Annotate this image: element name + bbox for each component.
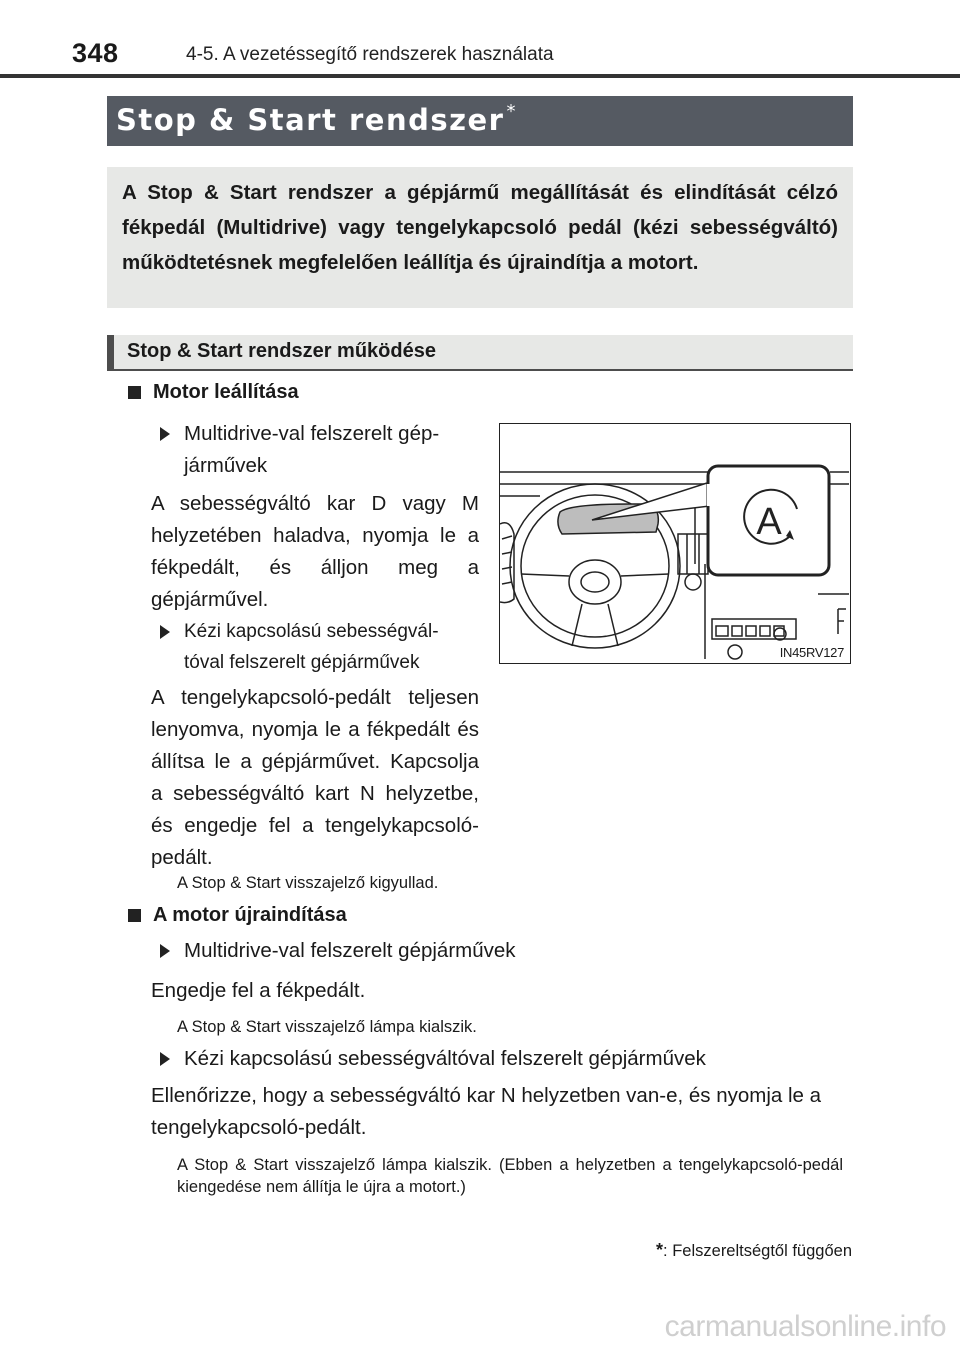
stop-md-label-line1: Multidrive-val felszerelt gép- [184,422,440,445]
stop-multidrive-text: A sebességváltó kar D vagy M helyzetében haladva, nyomja le a fékpedált, és álljon meg a gépjárművel. [151,492,479,611]
triangle-bullet-icon [160,427,170,441]
stop-man-label-line2: tóval felszerelt gépjárművek [184,652,420,673]
stop-note: A Stop & Start visszajelző kigyullad. [177,874,439,892]
restart-multidrive-label [160,935,516,967]
square-bullet-icon [128,386,141,399]
restart-man-label-text: Kézi kapcsolású sebességváltóval felszerelt gépjárművek [184,1047,706,1070]
dashboard-figure [499,423,851,664]
stop-manual-text: A tengelykapcsoló-pedált teljesen lenyomva, nyomja le a fékpedált és állítsa le a gépjárművet. Kapcsolja a sebességváltó kart N helyzetbe, és engedje fel a tengelykapcsoló-pedált. [151,686,479,869]
square-bullet-icon [128,909,141,922]
figure-code: IN45RV127 [779,645,844,660]
callout-letter: A [756,501,782,543]
header-rule [0,74,960,78]
stop-man-label-line1: Kézi kapcsolású sebességvál- [184,621,439,642]
stop-multidrive-label [160,418,482,482]
title-bar [107,96,853,146]
restart-heading-text: A motor újraindítása [153,904,347,926]
restart-manual-text: Ellenőrizze, hogy a sebességváltó kar N helyzetben van-e, és nyomja le a tengelykapcsoló-pedált. [151,1084,822,1139]
section-title: 4-5. A vezetéssegítő rendszerek használata [186,44,554,65]
stop-heading [128,381,299,404]
subsection-accent-bar [107,335,114,371]
restart-md-note: A Stop & Start visszajelző lámpa kialszik. [177,1018,477,1036]
dashboard-illustration [500,424,849,662]
footnote-text: : Felszereltségtől függően [663,1242,852,1260]
stop-manual-label [160,616,482,678]
intro-box [107,167,853,308]
stop-md-label-line2: járművek [184,454,268,477]
triangle-bullet-icon [160,1052,170,1066]
title-asterisk: * [506,101,517,122]
page-number: 348 [72,38,119,68]
intro-text: A Stop & Start rendszer a gépjármű megállítását és elindítását célzó fékpedál (Multidrive) vagy tengelykapcsoló pedál (kézi sebességváltó) működtetésnek megfelelően leállítja és újraindítja a motort. [122,181,838,274]
subsection-header [107,335,853,371]
stop-heading-text: Motor leállítása [153,381,299,403]
triangle-bullet-icon [160,944,170,958]
subsection-title: Stop & Start rendszer működése [127,340,436,362]
restart-manual-label [160,1043,706,1075]
footnote-asterisk: * [656,1240,664,1260]
footnote [656,1240,852,1261]
restart-multidrive-text: Engedje fel a fékpedált. [151,979,366,1002]
page-title-text: Stop & Start rendszer [116,103,505,137]
triangle-bullet-icon [160,625,170,639]
watermark: carmanualsonline.info [664,1310,946,1343]
restart-man-note: A Stop & Start visszajelző lámpa kialszik. (Ebben a helyzetben a tengelykapcsoló-pedál kiengedése nem állítja le újra a motort.) [177,1156,843,1196]
restart-md-label-text: Multidrive-val felszerelt gépjárművek [184,939,516,962]
page-title [116,103,517,137]
restart-heading [128,904,347,927]
